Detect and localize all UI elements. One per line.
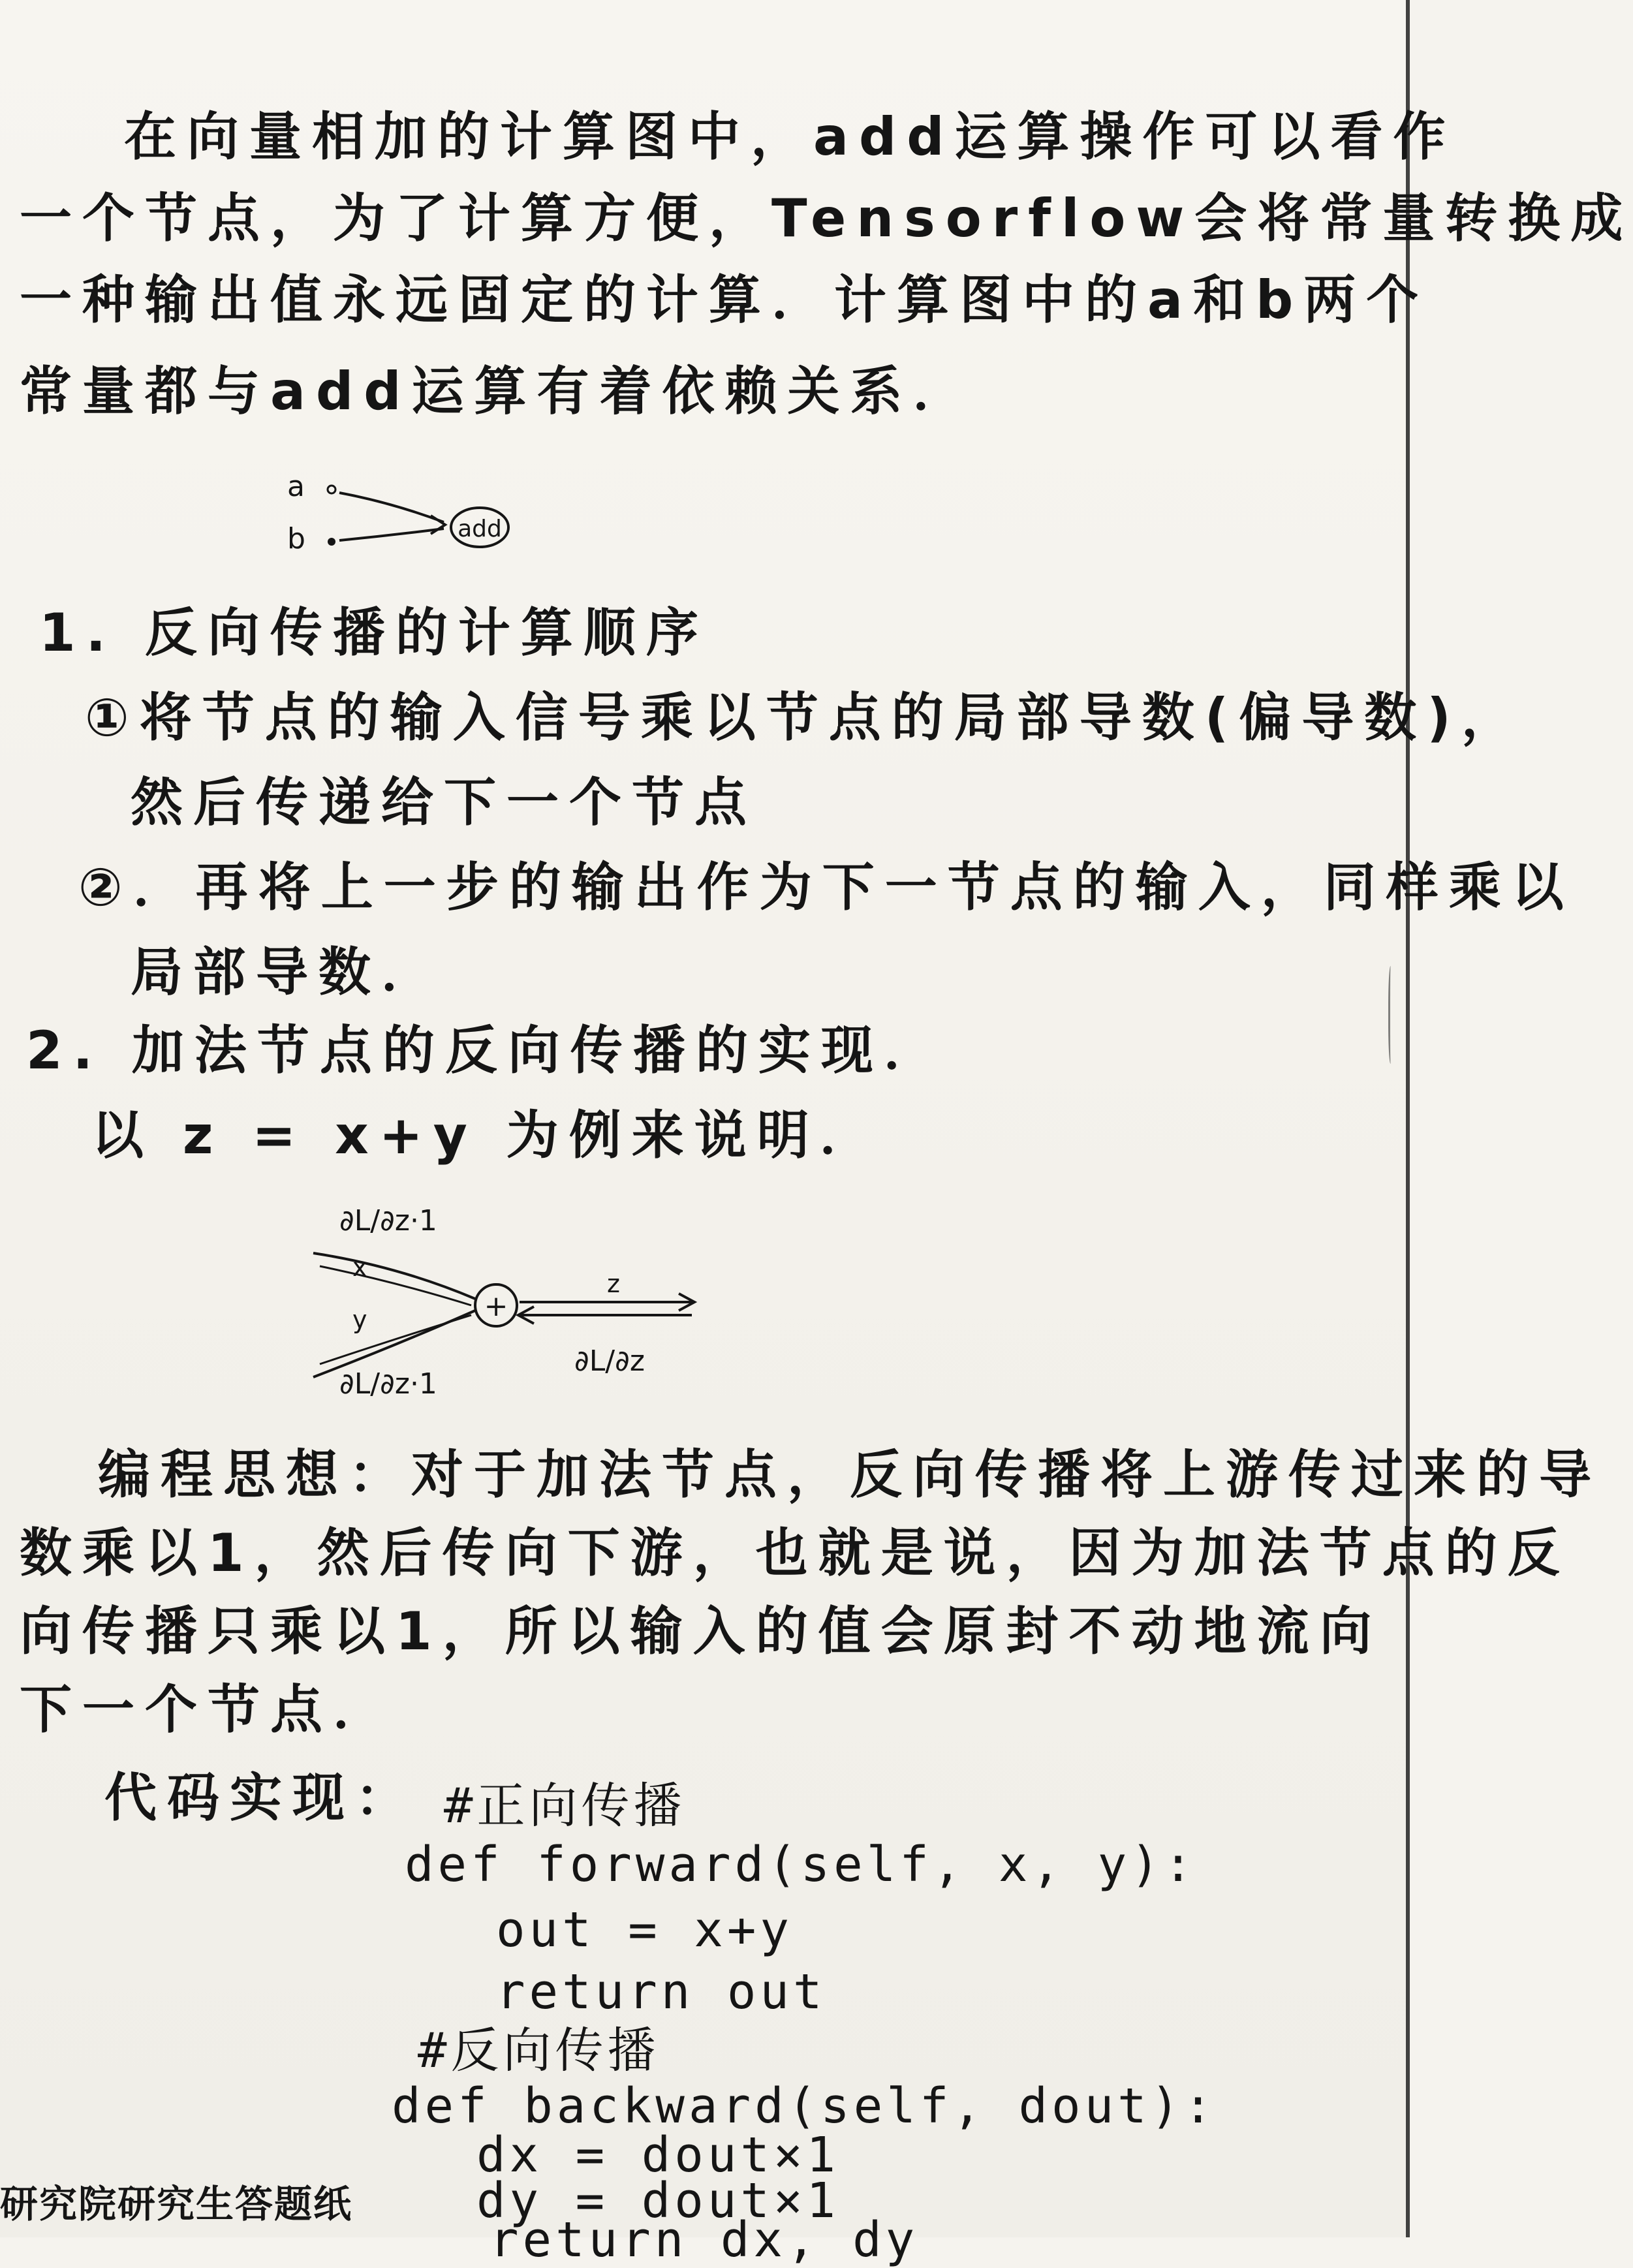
code-out-assign: out = x+y bbox=[496, 1902, 793, 1958]
section2-title: 2. 加法节点的反向传播的实现． bbox=[26, 1020, 946, 1081]
code-return-out: return out bbox=[496, 1964, 826, 2020]
page-edge bbox=[1406, 0, 1410, 2237]
const-a-node bbox=[328, 486, 335, 493]
output-z-label: z bbox=[607, 1269, 620, 1298]
section2-example: 以 z = x+y 为例来说明． bbox=[91, 1105, 882, 1166]
code-def-forward: def forward(self, x, y): bbox=[405, 1837, 1197, 1893]
section1-step1-line2: 然后传递给下一个节点 bbox=[131, 772, 757, 833]
input-y-label: y bbox=[352, 1305, 367, 1334]
code-return-grads: return dx, dy bbox=[490, 2212, 919, 2268]
addition-backprop-diagram bbox=[300, 1168, 731, 1416]
edge-a-add bbox=[339, 493, 444, 522]
section1-title: 1. 反向传播的计算顺序 bbox=[39, 602, 709, 663]
intro-line-4: 常量都与add运算有着依赖关系． bbox=[20, 361, 976, 422]
add-node-label: add bbox=[458, 516, 502, 542]
code-dy-assign: dy = dout×1 bbox=[476, 2173, 840, 2229]
upstream-grad-label: ∂L/∂z bbox=[574, 1344, 645, 1378]
arrowhead-icon bbox=[431, 516, 445, 534]
const-b-label: b bbox=[287, 522, 305, 555]
intro-line-2: 一个节点，为了计算方便，Tensorflow会将常量转换成 bbox=[20, 188, 1633, 249]
section1-step2-line2: 局部导数． bbox=[131, 942, 444, 1002]
code-label: 代码实现： bbox=[104, 1767, 418, 1828]
section1-step1-line1: ①将节点的输入信号乘以节点的局部导数(偏导数)， bbox=[85, 687, 1524, 748]
margin-mark bbox=[1388, 966, 1394, 1064]
code-dx-assign: dx = dout×1 bbox=[476, 2127, 840, 2183]
idea-line-4: 下一个节点． bbox=[20, 1679, 396, 1740]
add-graph-diagram bbox=[274, 457, 561, 574]
input-x-label: x bbox=[352, 1253, 367, 1282]
section1-step2-line1: ②．再将上一步的输出作为下一节点的输入，同样乘以 bbox=[78, 857, 1574, 918]
code-def-backward: def backward(self, dout): bbox=[392, 2078, 1217, 2134]
idea-line-3: 向传播只乘以1，所以输入的值会原封不动地流向 bbox=[20, 1601, 1382, 1662]
edge-x-forward bbox=[313, 1253, 475, 1299]
idea-line-2: 数乘以1，然后传向下游，也就是说，因为加法节点的反 bbox=[20, 1523, 1570, 1583]
edge-b-add bbox=[339, 529, 444, 540]
const-a-label: a bbox=[287, 470, 305, 503]
idea-line-1: 编程思想：对于加法节点，反向传播将上游传过来的导 bbox=[98, 1444, 1602, 1505]
sheet-footer: 研究院研究生答题纸 bbox=[0, 2182, 353, 2226]
edge-y-backward bbox=[320, 1315, 471, 1364]
const-b-node bbox=[328, 538, 335, 546]
grad-y-label: ∂L/∂z·1 bbox=[339, 1367, 437, 1401]
intro-line-1: 在向量相加的计算图中，add运算操作可以看作 bbox=[124, 106, 1456, 167]
intro-line-3: 一种输出值永远固定的计算．计算图中的a和b两个 bbox=[20, 270, 1429, 330]
plus-node-label: + bbox=[484, 1290, 508, 1323]
grad-x-label: ∂L/∂z·1 bbox=[339, 1204, 437, 1237]
code-comment-backward: #反向传播 bbox=[418, 2023, 660, 2079]
code-comment-forward: #正向传播 bbox=[444, 1778, 686, 1834]
